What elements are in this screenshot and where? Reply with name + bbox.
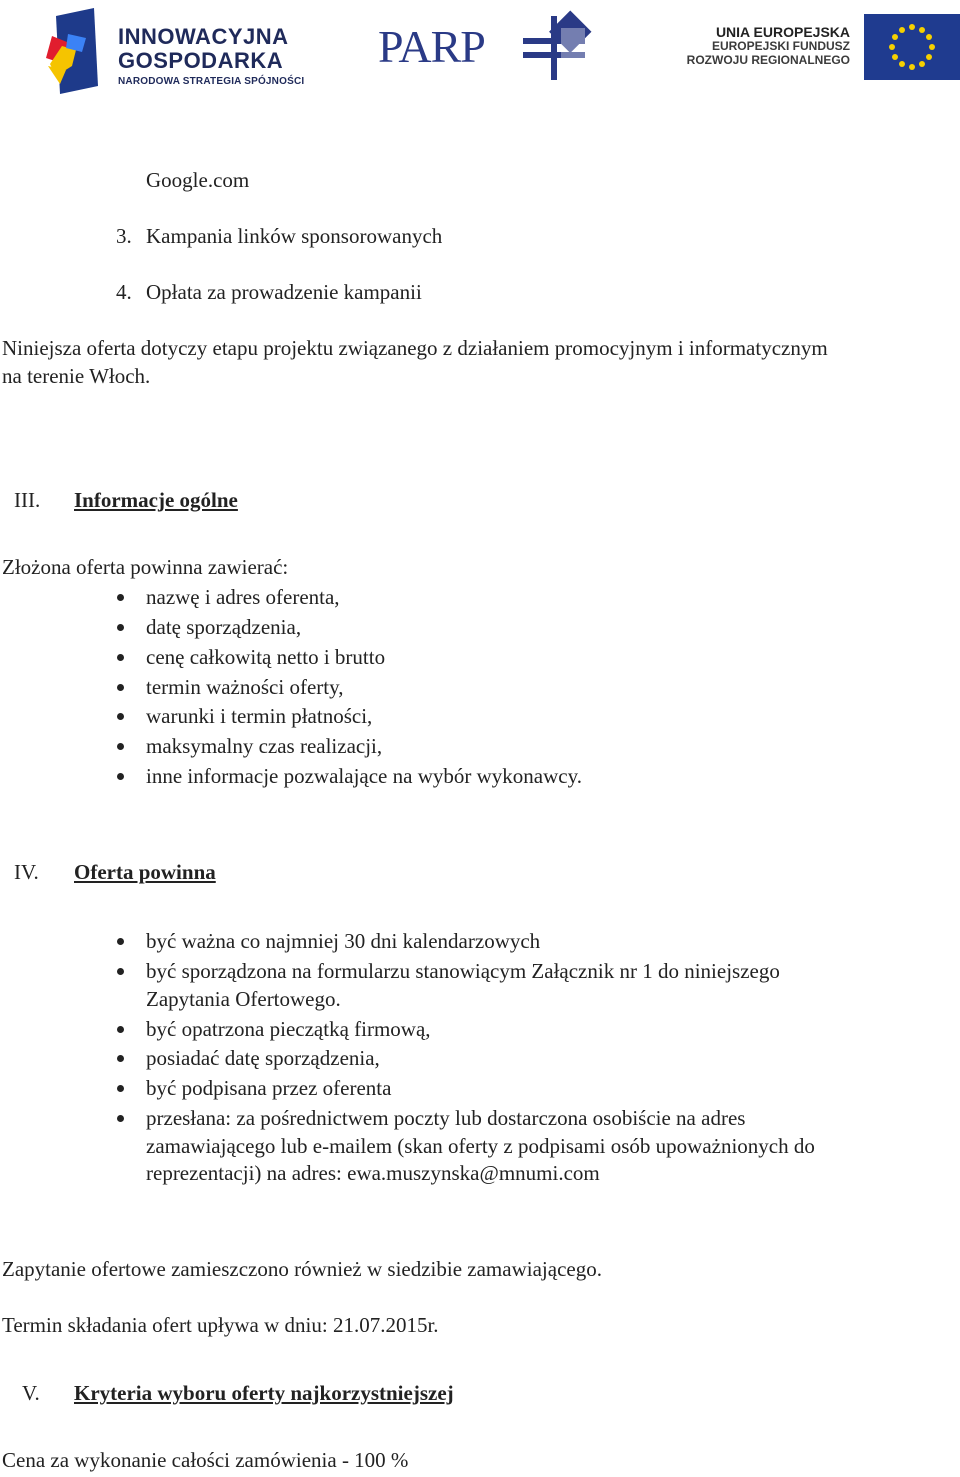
intro-paragraph-line2: na terenie Włoch. xyxy=(2,364,151,388)
list-item-continuation: zamawiającego lub e-mailem (skan oferty z podpisami osób upoważnionych do xyxy=(146,1134,815,1158)
bullet-icon xyxy=(117,968,124,975)
section-4-number: IV. xyxy=(14,860,39,884)
bullet-icon xyxy=(117,713,124,720)
section-3-lead: Złożona oferta powinna zawierać: xyxy=(2,555,289,579)
page-header xyxy=(0,0,960,100)
innowacyjna-gospodarka-logo xyxy=(42,6,312,96)
list-item: cenę całkowitą netto i brutto xyxy=(146,645,386,669)
list-item: być podpisana przez oferenta xyxy=(146,1076,392,1100)
list-item-3: Kampania linków sponsorowanych xyxy=(146,224,443,248)
parp-logo-text: PARP xyxy=(378,21,485,72)
section-3-title: Informacje ogólne xyxy=(74,488,238,512)
bullet-icon xyxy=(117,1085,124,1092)
section-4-title: Oferta powinna xyxy=(74,860,216,884)
list-item: przesłana: za pośrednictwem poczty lub dostarczona osobiście na adres xyxy=(146,1106,746,1130)
bullet-icon xyxy=(117,773,124,780)
bullet-icon xyxy=(117,1026,124,1033)
eu-logo-line2: EUROPEJSKI FUNDUSZ xyxy=(711,39,850,54)
closing-line-2: Termin składania ofert upływa w dniu: 21.07.2015r. xyxy=(2,1313,439,1337)
list-number-4: 4. xyxy=(116,280,132,304)
list-item: maksymalny czas realizacji, xyxy=(146,734,383,758)
section-5-title: Kryteria wyboru oferty najkorzystniejszej xyxy=(74,1381,454,1405)
eu-logo xyxy=(686,14,960,84)
section-5-number: V. xyxy=(22,1381,40,1405)
list-item: nazwę i adres oferenta, xyxy=(146,585,340,609)
bullet-icon xyxy=(117,654,124,661)
ig-logo-line3: NARODOWA STRATEGIA SPÓJNOŚCI xyxy=(118,76,305,87)
parp-mark-icon xyxy=(513,8,595,88)
list-number-3: 3. xyxy=(116,224,132,248)
eu-logo-line1: UNIA EUROPEJSKA xyxy=(715,24,850,40)
section-3-number: III. xyxy=(14,488,41,512)
intro-paragraph-line1: Niniejsza oferta dotyczy etapu projektu związanego z działaniem promocyjnym i informatycznym xyxy=(2,336,828,360)
list-item: inne informacje pozwalające na wybór wykonawcy. xyxy=(146,764,582,788)
list-item-4: Opłata za prowadzenie kampanii xyxy=(146,280,422,304)
list-item: być opatrzona pieczątką firmową, xyxy=(146,1017,431,1041)
list-item-continuation: Zapytania Ofertowego. xyxy=(146,987,341,1011)
eu-flag-icon xyxy=(864,14,960,80)
list-item-continuation: reprezentacji) na adres: ewa.muszynska@mnumi.com xyxy=(146,1161,600,1185)
bullet-icon xyxy=(117,594,124,601)
bullet-icon xyxy=(117,1115,124,1122)
list-item: termin ważności oferty, xyxy=(146,675,344,699)
ig-logo-line2: GOSPODARKA xyxy=(118,48,284,73)
ig-emblem-icon xyxy=(42,6,112,96)
bullet-icon xyxy=(117,938,124,945)
list-item: być ważna co najmniej 30 dni kalendarzowych xyxy=(146,929,541,953)
eu-logo-line3: ROZWOJU REGIONALNEGO xyxy=(686,52,850,67)
section-5-criterion: Cena za wykonanie całości zamówienia - 100 % xyxy=(2,1448,409,1472)
list-item: być sporządzona na formularzu stanowiącym Załącznik nr 1 do niniejszego xyxy=(146,959,780,983)
list-item: warunki i termin płatności, xyxy=(146,704,373,728)
list-item: posiadać datę sporządzenia, xyxy=(146,1046,380,1070)
bullet-icon xyxy=(117,624,124,631)
list-item: datę sporządzenia, xyxy=(146,615,302,639)
ig-logo-line1: INNOWACYJNA xyxy=(118,24,289,49)
parp-logo xyxy=(378,8,598,88)
bullet-icon xyxy=(117,684,124,691)
bullet-icon xyxy=(117,743,124,750)
closing-line-1: Zapytanie ofertowe zamieszczono również w siedzibie zamawiającego. xyxy=(2,1257,602,1281)
google-line: Google.com xyxy=(146,168,250,192)
bullet-icon xyxy=(117,1055,124,1062)
